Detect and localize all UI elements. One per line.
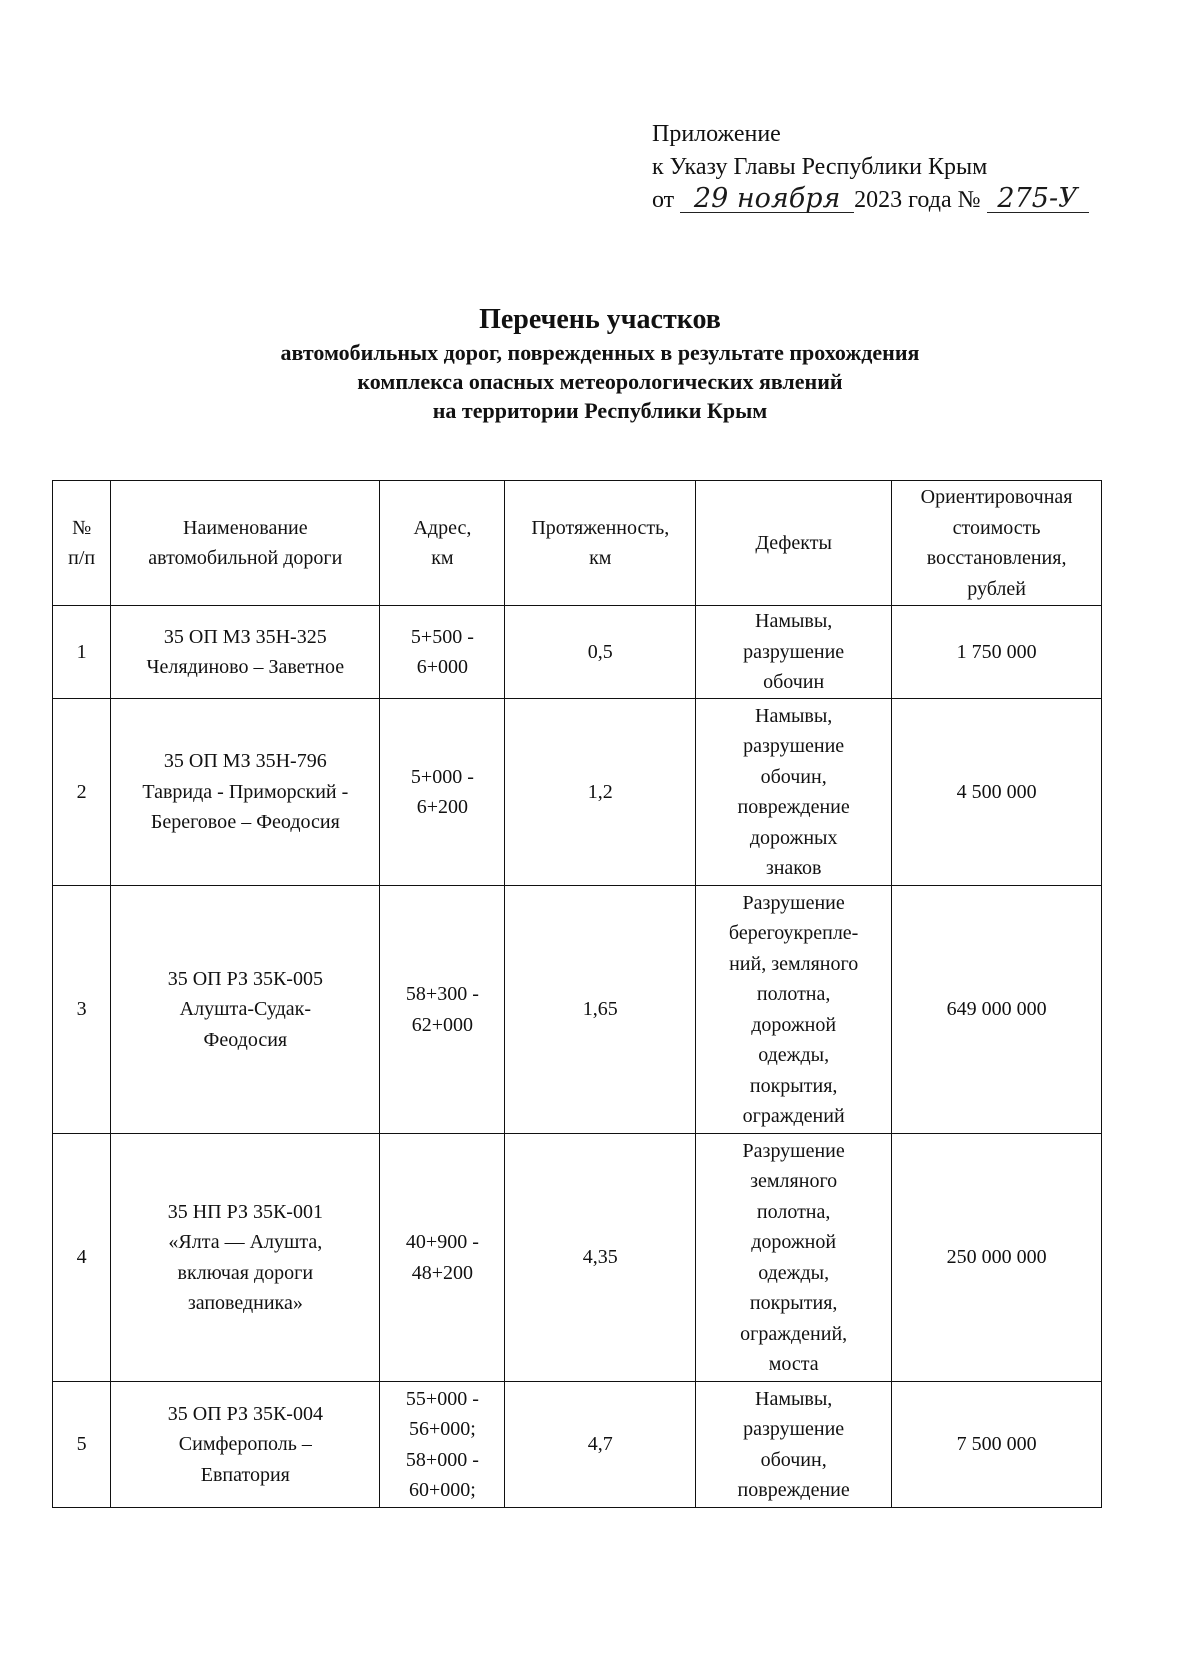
cell-num: 3	[53, 886, 111, 1134]
cell-length: 4,35	[505, 1134, 696, 1382]
cell-name: 35 ОП РЗ 35К-005 Алушта-Судак- Феодосия	[111, 886, 380, 1134]
cell-name: 35 ОП МЗ 35Н-325 Челядиново – Заветное	[111, 606, 380, 699]
document-title	[0, 302, 1200, 425]
cell-length: 0,5	[505, 606, 696, 699]
header-length: Протяженность, км	[505, 481, 696, 606]
appendix-date-line	[652, 184, 1089, 217]
cell-length: 1,2	[505, 699, 696, 886]
cell-address: 58+300 - 62+000	[380, 886, 505, 1134]
handwritten-number: 275-У	[987, 186, 1089, 213]
cell-length: 4,7	[505, 1382, 696, 1508]
title-line-4: на территории Республики Крым	[432, 398, 768, 423]
cell-length: 1,65	[505, 886, 696, 1134]
cell-num: 4	[53, 1134, 111, 1382]
cell-defects: Разрушение берегоукрепле- ний, земляного полотна, дорожной одежды, покрытия, ограждений	[696, 886, 892, 1134]
appendix-title: Приложение	[652, 121, 781, 147]
cell-address: 40+900 - 48+200	[380, 1134, 505, 1382]
cell-num: 2	[53, 699, 111, 886]
table-row	[53, 886, 1102, 1134]
cell-cost: 1 750 000	[892, 606, 1102, 699]
appendix-block	[652, 118, 1089, 217]
header-name: Наименование автомобильной дороги	[111, 481, 380, 606]
cell-cost: 7 500 000	[892, 1382, 1102, 1508]
table-row	[53, 1134, 1102, 1382]
table-row	[53, 1382, 1102, 1508]
cell-name: 35 НП РЗ 35К-001 «Ялта — Алушта, включая дороги заповедника»	[111, 1134, 380, 1382]
title-main: Перечень участков	[479, 304, 721, 335]
cell-defects: Разрушение земляного полотна, дорожной одежды, покрытия, ограждений, моста	[696, 1134, 892, 1382]
appendix-decree: к Указу Главы Республики Крым	[652, 154, 988, 180]
title-line-2: автомобильных дорог, поврежденных в результате прохождения	[280, 340, 920, 365]
title-line-3: комплекса опасных метеорологических явлений	[357, 369, 843, 394]
cell-defects: Намывы, разрушение обочин, повреждение	[696, 1382, 892, 1508]
cell-cost: 4 500 000	[892, 699, 1102, 886]
header-address: Адрес, км	[380, 481, 505, 606]
cell-name: 35 ОП МЗ 35Н-796 Таврида - Приморский - Береговое – Феодосия	[111, 699, 380, 886]
year-text: 2023 года №	[854, 187, 981, 213]
table-header-row	[53, 481, 1102, 606]
cell-defects: Намывы, разрушение обочин, повреждение дорожных знаков	[696, 699, 892, 886]
cell-cost: 250 000 000	[892, 1134, 1102, 1382]
header-defects: Дефекты	[696, 481, 892, 606]
cell-address: 55+000 - 56+000; 58+000 - 60+000;	[380, 1382, 505, 1508]
cell-address: 5+500 - 6+000	[380, 606, 505, 699]
table-row	[53, 699, 1102, 886]
from-prefix: от	[652, 187, 675, 213]
cell-name: 35 ОП РЗ 35К-004 Симферополь – Евпатория	[111, 1382, 380, 1508]
roads-table	[52, 480, 1102, 1508]
header-cost: Ориентировочная стоимость восстановления, рублей	[892, 481, 1102, 606]
header-num: № п/п	[53, 481, 111, 606]
handwritten-date: 29 ноября	[680, 186, 854, 213]
cell-address: 5+000 - 6+200	[380, 699, 505, 886]
cell-num: 5	[53, 1382, 111, 1508]
cell-cost: 649 000 000	[892, 886, 1102, 1134]
cell-num: 1	[53, 606, 111, 699]
table-row	[53, 606, 1102, 699]
cell-defects: Намывы, разрушение обочин	[696, 606, 892, 699]
